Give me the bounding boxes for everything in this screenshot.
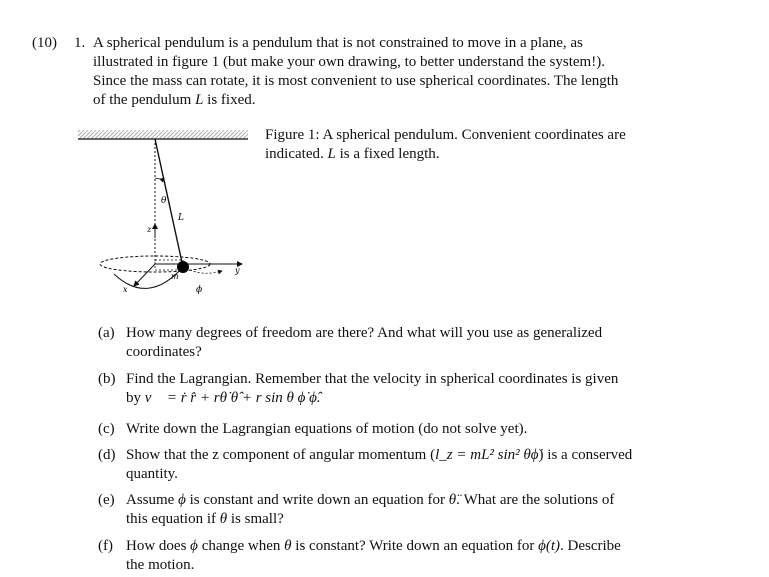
phi-label: ϕ bbox=[196, 285, 203, 295]
pendulum-figure bbox=[78, 128, 250, 298]
part-text: Write down the Lagrangian equations of motion (do not solve yet). bbox=[126, 421, 528, 437]
part-text: quantity. bbox=[126, 466, 178, 482]
part-e bbox=[98, 491, 698, 531]
theta-arc bbox=[155, 178, 164, 179]
intro-line: Since the mass can rotate, it is most convenient to use spherical coordinates. The length bbox=[93, 73, 619, 89]
part-f bbox=[98, 537, 698, 577]
part-text: by v⃗ = ṙ r̂ + rθ̇ θ̂ + r sin θ ϕ̇ ϕ̂. bbox=[126, 390, 321, 406]
pendulum-mass bbox=[177, 261, 189, 273]
intro-line: of the pendulum L is fixed. bbox=[93, 92, 256, 108]
L-label: L bbox=[178, 213, 184, 223]
part-b bbox=[98, 370, 698, 410]
intro-line: illustrated in figure 1 (but make your own drawing, to better understand the system!). bbox=[93, 54, 605, 70]
part-a bbox=[98, 324, 698, 364]
problem-intro bbox=[93, 34, 693, 110]
theta-label: θ bbox=[161, 196, 167, 206]
problem-number: 1. bbox=[74, 35, 86, 51]
part-text: this equation if θ is small? bbox=[126, 511, 284, 527]
figure-caption bbox=[265, 126, 695, 164]
part-label: (a) bbox=[98, 325, 115, 341]
part-text: Find the Lagrangian. Remember that the velocity in spherical coordinates is given bbox=[126, 371, 619, 387]
part-text: How many degrees of freedom are there? And what will you use as generalized bbox=[126, 325, 603, 341]
part-text: the motion. bbox=[126, 557, 195, 573]
intro-line: A spherical pendulum is a pendulum that is not constrained to move in a plane, as bbox=[93, 35, 583, 51]
part-label: (b) bbox=[98, 371, 116, 387]
part-text: Show that the z component of angular momentum (l_z = mL² sin² θϕ̇) is a conserved bbox=[126, 447, 633, 463]
caption-line: Figure 1: A spherical pendulum. Convenient coordinates are bbox=[265, 127, 626, 143]
velocity-formula: v⃗ = ṙ r̂ + rθ̇ θ̂ + r sin θ ϕ̇ ϕ̂. bbox=[144, 390, 321, 406]
part-label: (e) bbox=[98, 492, 115, 508]
part-c bbox=[98, 420, 698, 440]
part-text: coordinates? bbox=[126, 344, 202, 360]
angular-momentum-formula: l_z = mL² sin² θϕ̇ bbox=[435, 447, 539, 463]
part-label: (c) bbox=[98, 421, 115, 437]
part-text: Assume ϕ is constant and write down an equation for θ̈. What are the solutions of bbox=[126, 492, 615, 508]
part-d bbox=[98, 446, 698, 486]
y-label: y bbox=[235, 266, 240, 275]
phi-arc bbox=[190, 270, 222, 273]
x-label: x bbox=[123, 285, 128, 294]
caption-line: indicated. L is a fixed length. bbox=[265, 146, 440, 162]
part-label: (d) bbox=[98, 447, 116, 463]
ceiling-hatch bbox=[78, 130, 248, 139]
pendulum-rod bbox=[155, 139, 183, 267]
problem-points: (10) bbox=[32, 35, 57, 51]
part-text: How does ϕ change when θ is constant? Write down an equation for ϕ(t). Describe bbox=[126, 538, 621, 554]
part-label: (f) bbox=[98, 538, 113, 554]
z-label: z bbox=[147, 225, 152, 234]
m-label: m bbox=[171, 272, 179, 281]
x-axis bbox=[134, 264, 155, 286]
